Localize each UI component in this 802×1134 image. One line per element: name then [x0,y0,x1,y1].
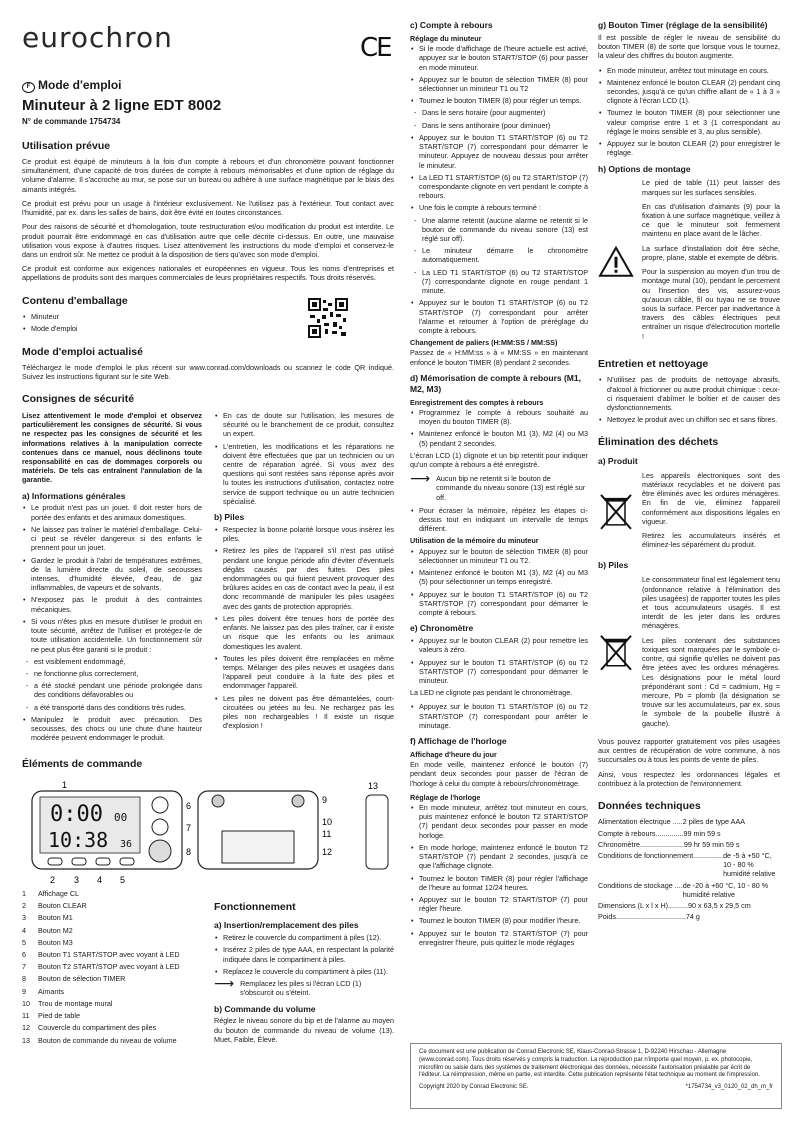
elements-columns [22,889,394,1049]
legend-item: 13 Bouton de commande du niveau de volume [22,1035,177,1045]
t1-button-icon [152,797,168,813]
list-item: - Une alarme retentit (aucune alarme ne retentit si le bouton de commande du niveau sonore (13) est réglé sur off). [422,216,588,244]
list-item: • Les piles ne doivent pas être démantelées, court-circuitées ou jetées au feu. Ne rechargez pas les piles non rechargeables ! Il existe un risque d'explosion ! [223,694,394,731]
countdown-heading: c) Compte à rebours [410,20,493,30]
safety-intro: Lisez attentivement le mode d'emploi et observez particulièrement les consignes de sécurité. Si vous ne respectez pas les consignes de sécurité et les informations relatives à la manipulation correcte contenues dans ce manuel, nous déclinons toute responsabilité en cas de dommages corporels ou matériels. De tels cas entraînent l'annulation de la garantie. [22,410,202,485]
clock-paragraph: En mode veille, maintenez enfoncé le bouton (7) pendant deux secondes pour passer de l'écran de l'horloge à celui du compte à rebours/chronomètrage. [410,760,588,788]
callout-number: 4 [97,874,103,885]
list-item: - ne fonctionne plus correctement, [34,669,202,678]
volume-paragraph: Réglez le niveau sonore du bip et de l'alarme au moyen du bouton de commande du niveau de volume (13). Muet, Faible, Élevé. [214,1016,394,1044]
chrono-heading: e) Chronomètre [410,623,474,634]
callout-number: 8 [186,846,192,857]
insert-list [214,933,394,976]
warning-icon [598,178,634,346]
callout-number: 7 [186,822,192,833]
imprint-text: Ce document est une publication de Conrad Electronic SE, Klaus-Conrad-Strasse 1, D-92240 Hirschau - Allemagne (www.conrad.com). Tous droits réservés y compris la traduction. La reproduction par n'importe quel moyen, p. ex. photocopie, microfilm ou saisie dans des systèmes de traitement électronique des données, nécessite l'autorisation préalable par écrit de l'éditeur. La réimpression, même en partie, est interdite. Cette publication représente l'état technique au moment de l'impression. [419,1049,760,1079]
copyright: Copyright 2020 by Conrad Electronic SE. [419,1084,529,1091]
manual-label: F Mode d'emploi [22,78,394,93]
care-heading: Entretien et nettoyage [598,357,709,370]
list-item: • En mode minuteur, arrêtez tout minutage en cours. [607,66,780,75]
insert-note: ⟶ Remplacez les piles si l'écran LCD (1) s'obscurcit ou s'éteint. [214,975,362,998]
legend-item: 10 Trou de montage mural [22,998,113,1008]
list-item: • Nettoyez le produit avec un chiffon sec et sans fibres. [607,415,780,424]
updated-heading: Mode d'emploi actualisé [22,345,143,358]
general-last-list [22,715,202,743]
list-item: • Tournez le bouton TIMER (8) pour sélectionner une valeur comprise entre 1 et 3 (1 correspondant au réglage le moins sensible et 3, au plus sensible). [607,108,780,136]
callout-number: 10 [322,816,333,827]
list-item: • Appuyez sur le bouton T1 START/STOP (6) ou T2 START/STOP (7) correspondant pour arrêter l'alarme et retourner à l'option de préréglage du compte à rebours. [419,298,588,335]
spec-row: Chronomètre...................... 99 hr 59 min 59 s [598,839,740,849]
list-item: • Tournez le bouton TIMER (8) pour modifier l'heure. [419,916,588,925]
usage-paragraph: Pour des raisons de sécurité et d'homologation, toute restructuration et/ou modification du produit est interdite. Le produit pourrait être endommagé en cas d'utilisation autre que celle décrite ci-dessus. En outre, une mauvaise utilisation vous expose à d'autres risques. Lisez attentivement les instructions du mode d'emploi et conservez-le dans un endroit sûr. Ne mettez ce produit à la disposition de tiers qu'avec son mode d'emploi. [22,222,394,260]
callout-number: 1 [62,779,68,790]
legend-item: 2 Bouton CLEAR [22,901,87,911]
use-heading: Utilisation de la mémoire du minuteur [410,536,539,546]
list-item: - a été stocké pendant une période prolongée dans des conditions défavorables ou [34,681,202,699]
countdown-subheading: Réglage du minuteur [410,33,482,43]
qr-code-icon [308,298,348,338]
list-item: • Pour écraser la mémoire, répétez les étapes ci-dessus tout en indiquant un intervalle de temps différent. [419,506,588,534]
m3-button-icon [120,858,134,865]
list-item: • Replacez le couvercle du compartiment à piles (11). [223,967,394,976]
product-heading: a) Produit [598,455,638,466]
spec-row: Compte à rebours.............. 99 min 59 s [598,828,721,838]
battery-paragraph: Les piles contenant des substances toxiques sont marquées par le symbole ci-contre, qui signifie qu'elles ne doivent pas être jetées avec les ordures ménagères. Les désignations pour le métal lourd prépondérant sont : Cd = cadmium, Hg = mercure, Pb = plomb (la désignation se trouve sur les accumulateurs, par ex. sous le symbole de la poubelle illustré à gauche). [642,635,780,728]
legend-item: 4 Bouton M2 [22,925,73,935]
legend-item: 3 Bouton M1 [22,913,73,923]
chrono-paragraph: La LED ne clignote pas pendant le chronomètrage. [410,688,573,698]
care-list [598,375,780,424]
list-item: • Mode d'emploi [31,324,394,333]
list-item: • Manipulez le produit avec précaution. Des secousses, des chocs ou une chute d'une hauteur modérée peuvent endommager le produit. [31,715,202,743]
callout-number: 11 [322,828,332,839]
spec-row: Alimentation électrique ..... 2 piles de type AAA [598,817,746,827]
safety-columns [22,411,394,746]
callout-number: 3 [74,874,80,885]
legend-item: 11 Pied de table [22,1011,80,1021]
memo-heading: d) Mémorisation de compte à rebours (M1, M2, M3) [410,372,581,394]
list-item: • N'exposez pas le produit à des contraintes mécaniques. [31,595,202,613]
callout-number: 9 [322,794,328,805]
legend-item: 6 Bouton T1 START/STOP avec voyant à LED [22,950,180,960]
document-code: *1754734_v3_0120_02_dh_m_fr [685,1084,773,1091]
elements-legend [22,889,202,1049]
insert-heading: a) Insertion/remplacement des piles [214,920,359,931]
battery-heading: b) Piles [598,560,629,571]
list-item: • Tournez le bouton TIMER (8) pour régler un temps. [419,96,588,105]
volume-heading: b) Commande du volume [214,1003,316,1014]
callout-number: 13 [368,780,379,791]
usage-paragraph: Ce produit est prévu pour un usage à l'intérieur exclusivement. Ne l'utilisez pas à l'extérieur. Tout contact avec l'humidité, par ex. dans les salles de bains, doit être évité en toutes circonstances. [22,198,394,218]
mounting-paragraph: En cas d'utilisation d'aimants (9) pour la fixation à une surface magnétique, veillez à ce que le minuteur soit fermement maintenu en place avant de le lâcher. [642,201,780,239]
device-diagram [22,779,394,889]
piles-heading: b) Piles [214,512,245,523]
list-item: • En mode horloge, maintenez enfoncé le bouton T2 START/STOP (7) pendant 2 secondes, jusqu'à ce que l'affichage clignote. [419,843,588,871]
language-badge-icon: F [22,82,35,93]
list-item: • Appuyez sur le bouton CLEAR (2) pour remettre les valeurs à zéro. [419,636,588,654]
mounting-heading: h) Options de montage [598,163,691,174]
memo-list-2 [410,506,588,534]
list-item: - Dans le sens horaire (pour augmenter) [422,108,588,117]
display-top-small: 00 [114,810,128,824]
list-item: • Appuyez sur le bouton T2 START/STOP (7) pour enregistrer l'heure, puis quittez le mode réglages [419,929,588,947]
list-item: • Retirez les piles de l'appareil s'il n'est pas utilisé pendant une longue période afin d'éviter d'éventuels dégâts causés par des fuites. Des piles endommagées ou qui fuient peuvent provoquer des brûlures acides en cas de contact avec la peau, il est donc recommandé de manipuler les piles usagées avec des gants de protection appropriés. [223,546,394,611]
crossed-bin-icon [598,575,634,733]
updated-paragraph: Téléchargez le mode d'emploi le plus récent sur www.conrad.com/downloads ou scannez le code QR indiqué. Suivez les instructions figurant sur le site Web. [22,362,394,382]
brand-logo: eurochron [22,21,173,54]
order-number: N° de commande 1754734 [22,117,121,127]
list-item: • Ne laissez pas traîner le matériel d'emballage. Celui-ci peut se révéler dangereux si des enfants le prennent pour un jouet. [31,525,202,553]
sensitivity-heading: g) Bouton Timer (réglage de la sensibilité) [598,20,768,30]
usage-paragraph: Ce produit est conforme aux exigences nationales et européennes en vigueur. Tous les noms d'entreprises et appellations de produits sont des marques commerciales de leurs propriétaires respectifs. Tous droits réservés. [22,264,394,283]
list-item: • Les piles doivent être tenues hors de portée des enfants. Ne laissez pas des piles traîner, car il existe un risque que les enfants ou les animaux domestiques les avalent. [223,614,394,651]
list-item: • Appuyez sur le bouton de sélection TIMER (8) pour sélectionner un minuteur T1 ou T2. [419,547,588,565]
waste-heading: Élimination des déchets [598,436,719,449]
list-item: • Respectez la bonne polarité lorsque vous insérez les piles. [223,525,394,543]
list-item: • Appuyez sur le bouton T2 START/STOP (7) pour régler l'heure. [419,895,588,913]
battery-cover-icon [222,831,294,863]
legend-item: 7 Bouton T2 START/STOP avec voyant à LED [22,962,180,972]
mounting-paragraph: La surface d'installation doit être sèche, propre, plane, stable et exempte de débris. [642,243,780,262]
clock-subheading: Affichage d'heure du jour [410,749,497,759]
specs-table [598,817,780,921]
usage-heading: Utilisation prévue [22,139,111,152]
list-item: • Appuyez sur le bouton T1 START/STOP (6) ou T2 START/STOP (7) correspondant pour démarrer le minuteur. [419,658,588,686]
list-item: - Dans le sens antihoraire (pour diminuer) [422,121,588,130]
usage-paragraph: Ce produit est équipé de minuteurs à la fois d'un compte à rebours et d'un chronomètre pouvant fonctionner simultanément, d'une capacité de trois durées de compte à rebours mémorisables et d'une option de réglage du volume d'alarme. Il s'accroche au mur, se pose sur un bureau ou adhère à une surface magnétique par le biais des aimants intégrés. [22,157,394,194]
list-item: • Appuyez sur le bouton T1 START/STOP (6) ou T2 START/STOP (7) correspondant pour démarrer le minuteur. Appuyez de nouveau dessus pour arrêter le minuteur. [419,133,588,170]
legend-item: 9 Aimants [22,986,64,996]
battery-paragraph-3: Ainsi, vous respectez les ordonnances légales et contribuez à la protection de l'environnement. [598,769,780,788]
list-item: • Insérez 2 piles de type AAA, en respectant la polarité indiquée dans le compartiment à piles. [223,945,394,963]
column-right [598,20,780,924]
spec-row: Conditions de fonctionnement............... de -5 à +50 °C, 10 - 80 % humidité relative [598,851,776,879]
display-top: 0:00 [50,801,103,827]
list-item: • Toutes les piles doivent être remplacées en même temps. Mélanger des piles neuves et usagées dans l'appareil peut conduire à la fuite des piles et endommager l'appareil. [223,654,394,691]
list-item: • Programmez le compte à rebours souhaité au moyen du bouton TIMER (8). [419,408,588,426]
list-item: - est visiblement endommagé, [34,657,202,666]
general-list [22,503,202,653]
spec-row: Dimensions (L x l x H).......... 90 x 63,5 x 29,5 cm [598,901,751,911]
countdown-list-3 [410,298,588,335]
ce-mark: CE [360,33,391,63]
spec-row: Conditions de stockage .... de -20 à +60 °C, 10 - 80 % humidité relative [598,880,769,899]
specs-heading: Données techniques [598,799,701,812]
product-paragraph: Les appareils électroniques sont des matériaux recyclables et ne doivent pas être éliminés avec les ordures ménagères. En fin de vie, éliminez l'appareil conformément aux dispositions légales en vigueur. [642,470,780,526]
list-item: • En mode minuteur, arrêtez tout minuteur en cours, puis maintenez enfoncé le bouton T2 START/STOP (7) pendant deux secondes pour passer en mode horloge. [419,803,588,840]
callout-number: 2 [50,874,56,885]
legend-item: 1 Affichage CL [22,888,80,898]
step-heading: Changement de paliers (H:MM:SS / MM:SS) [410,338,558,348]
mounting-warning [598,178,780,346]
timer-knob-icon [149,840,171,862]
memo-paragraph: L'écran LCD (1) clignote et un bip retentit pour indiquer qu'un compte à rebours a été enregistré. [410,450,588,469]
product-paragraph: Retirez les accumulateurs insérés et éliminez-les séparément du produit. [642,531,780,550]
list-item: • Appuyez sur le bouton CLEAR (2) pour enregistrer le réglage. [607,139,780,157]
column-middle [410,20,588,950]
list-item: • Appuyez sur le bouton T1 START/STOP (6) ou T2 START/STOP (7) correspondant pour arrêter le minutage. [419,702,588,730]
sensitivity-list [598,66,780,158]
general-sublist [22,657,202,712]
mounting-paragraph: Le pied de table (11) peut laisser des marques sur les surfaces sensibles. [642,178,780,197]
countdown-dash-list-2 [410,216,588,296]
step-paragraph: Passez de « H:MM:ss » à « MM:SS » en maintenant enfoncé le bouton TIMER (8) pendant 2 secondes. [410,348,588,367]
list-item: • Maintenez enfoncé le bouton M1 (3), M2 (4) ou M3 (5) pour sélectionner un temps enregistré. [419,568,588,586]
m2-button-icon [96,858,110,865]
display-bottom: 10:38 [48,827,109,852]
clock-subheading-2: Réglage de l'horloge [410,792,481,802]
display-bottom-small: 36 [120,838,133,850]
countdown-dash-list [410,108,588,129]
spec-row: Poids................................... 74 g [598,912,700,922]
list-item: • Retirez le couvercle du compartiment à piles (12). [223,933,394,942]
battery-paragraph-2: Vous pouvez rapporter gratuitement vos piles usagées aux centres de récupération de votre commune, à nos succursales ou à tous les points de vente de piles. [598,736,780,765]
general-right-list [214,411,394,506]
sensitivity-paragraph: Il est possible de régler le niveau de sensibilité du bouton TIMER (8) de sorte que lorsque vous le tournez, la valeur des chiffres du bouton augmente. [598,32,780,61]
arrow-icon: ⟶ [410,470,431,487]
chrono-list-2 [410,702,588,730]
piles-list [214,525,394,731]
list-item: • Appuyez sur le bouton T1 START/STOP (6) ou T2 START/STOP (7) correspondant pour démarrer le compte à rebours. [419,590,588,618]
list-item: • Une fois le compte à rebours terminé : [419,203,588,212]
list-item: • Minuteur [31,312,394,321]
chrono-list [410,636,588,685]
safety-heading: Consignes de sécurité [22,393,135,406]
function-heading: Fonctionnement [214,900,296,913]
list-item: • Maintenez enfoncé le bouton CLEAR (2) pendant cinq secondes, jusqu'à ce qu'un chiffre allant de « 1 à 3 » clignote à l'écran LCD (1). [607,78,780,106]
memo-note: ⟶ Aucun bip ne retentit si le bouton de commande du niveau sonore (13) est réglé sur off. [410,470,586,502]
legend-item: 12 Couvercle du compartiment des piles [22,1023,157,1033]
use-list [410,547,588,618]
list-item: - a été transporté dans des conditions très rudes. [34,703,202,712]
clock-list [410,803,588,947]
clear-button-icon [48,858,62,865]
crossed-bin-icon [598,471,634,555]
device-side-icon [366,795,388,869]
elements-heading: Éléments de commande [22,757,143,770]
battery-disposal [598,575,780,733]
t2-button-icon [152,819,168,835]
product-disposal [598,471,780,555]
arrow-icon: ⟶ [214,975,235,992]
list-item: • La LED T1 START/STOP (6) ou T2 START/STOP (7) correspondante clignote en vert pendant le compte à rebours. [419,173,588,201]
list-item: • Le produit n'est pas un jouet. Il doit rester hors de portée des enfants et des animaux domestiques. [31,503,202,521]
list-item: - La LED T1 START/STOP (6) ou T2 START/STOP (7) correspondante clignote en rouge pendant 1 minute. [422,268,588,296]
callout-number: 5 [120,874,126,885]
list-item: • En cas de doute sur l'utilisation, les mesures de sécurité ou le branchement de ce produit, consultez un expert. [223,411,394,439]
list-item: • Tournez le bouton TIMER (8) pour régler l'affichage de l'heure au format 12/24 heures. [419,874,588,892]
list-item: • Gardez le produit à l'abri de températures extrêmes, de la lumière directe du soleil, de secousses intenses, d'humidité élevée, d'eau, de gaz inflammables, de vapeurs et de solvants. [31,556,202,593]
legend-item: 8 Bouton de sélection TIMER [22,974,126,984]
general-heading: a) Informations générales [22,490,126,501]
legend-item: 5 Bouton M3 [22,937,73,947]
package-heading: Contenu d'emballage [22,294,128,307]
list-item: • Si le mode d'affichage de l'heure actuelle est activé, appuyez sur le bouton START/STOP (6) pour passer en mode minuteur. [419,44,588,72]
page-title: Minuteur à 2 ligne EDT 8002 [22,97,222,115]
battery-paragraph: Le consommateur final est légalement tenu (ordonnance relative à l'élimination des piles usagées) de rapporter toutes les piles et tous accumulateurs usagés. Il est interdit de les jeter dans les ordures ménagères. [642,575,780,631]
list-item: • Appuyez sur le bouton de sélection TIMER (8) pour sélectionner un minuteur T1 ou T2 [419,75,588,93]
memo-list [410,408,588,448]
column-left [22,20,394,1049]
list-item: • Si vous n'êtes plus en mesure d'utiliser le produit en toute sécurité, arrêtez de l'utiliser et protégez-le de toute utilisation accidentelle. Un fonctionnement sûr ne peut plus être garanti si le produit : [31,617,202,654]
device-illustration [22,779,394,889]
imprint-box [410,1043,782,1109]
countdown-list-2 [410,133,588,213]
mounting-paragraph: Pour la suspension au moyen d'un trou de montage mural (10), pendant le percement ou l'insertion des vis, assurez-vous qu'aucun câble, fil ou tuyau ne se trouve sous la surface. Percer par inadvertance à travers des câbles électriques peut entraîner un risque d'électrocution mortelle ! [642,267,780,341]
callout-number: 12 [322,846,333,857]
m1-button-icon [72,858,86,865]
memo-subheading: Enregistrement des comptes à rebours [410,397,544,407]
list-item: • Maintenez enfoncé le bouton M1 (3), M2 (4) ou M3 (5) pendant 2 secondes. [419,429,588,447]
clock-heading: f) Affichage de l'horloge [410,736,507,747]
countdown-list [410,44,588,105]
list-item: - Le minuteur démarre le chronomètre automatiquement. [422,246,588,264]
callout-number: 6 [186,800,192,811]
list-item: • L'entretien, les modifications et les réparations ne doivent être effectuées que par un technicien ou un centre de réparation agréé. Si vous avez des questions qui sont restées sans réponse après avoir lu toutes les instructions d'utilisation, contactez notre service de support technique ou un autre technicien spécialisé. [223,442,394,507]
list-item: • N'utilisez pas de produits de nettoyage abrasifs, d'alcool à frictionner ou autre produit chimique : ceux-ci risqueraient d'abîmer le boîtier et de causer des dysfonctionnements. [607,375,780,412]
